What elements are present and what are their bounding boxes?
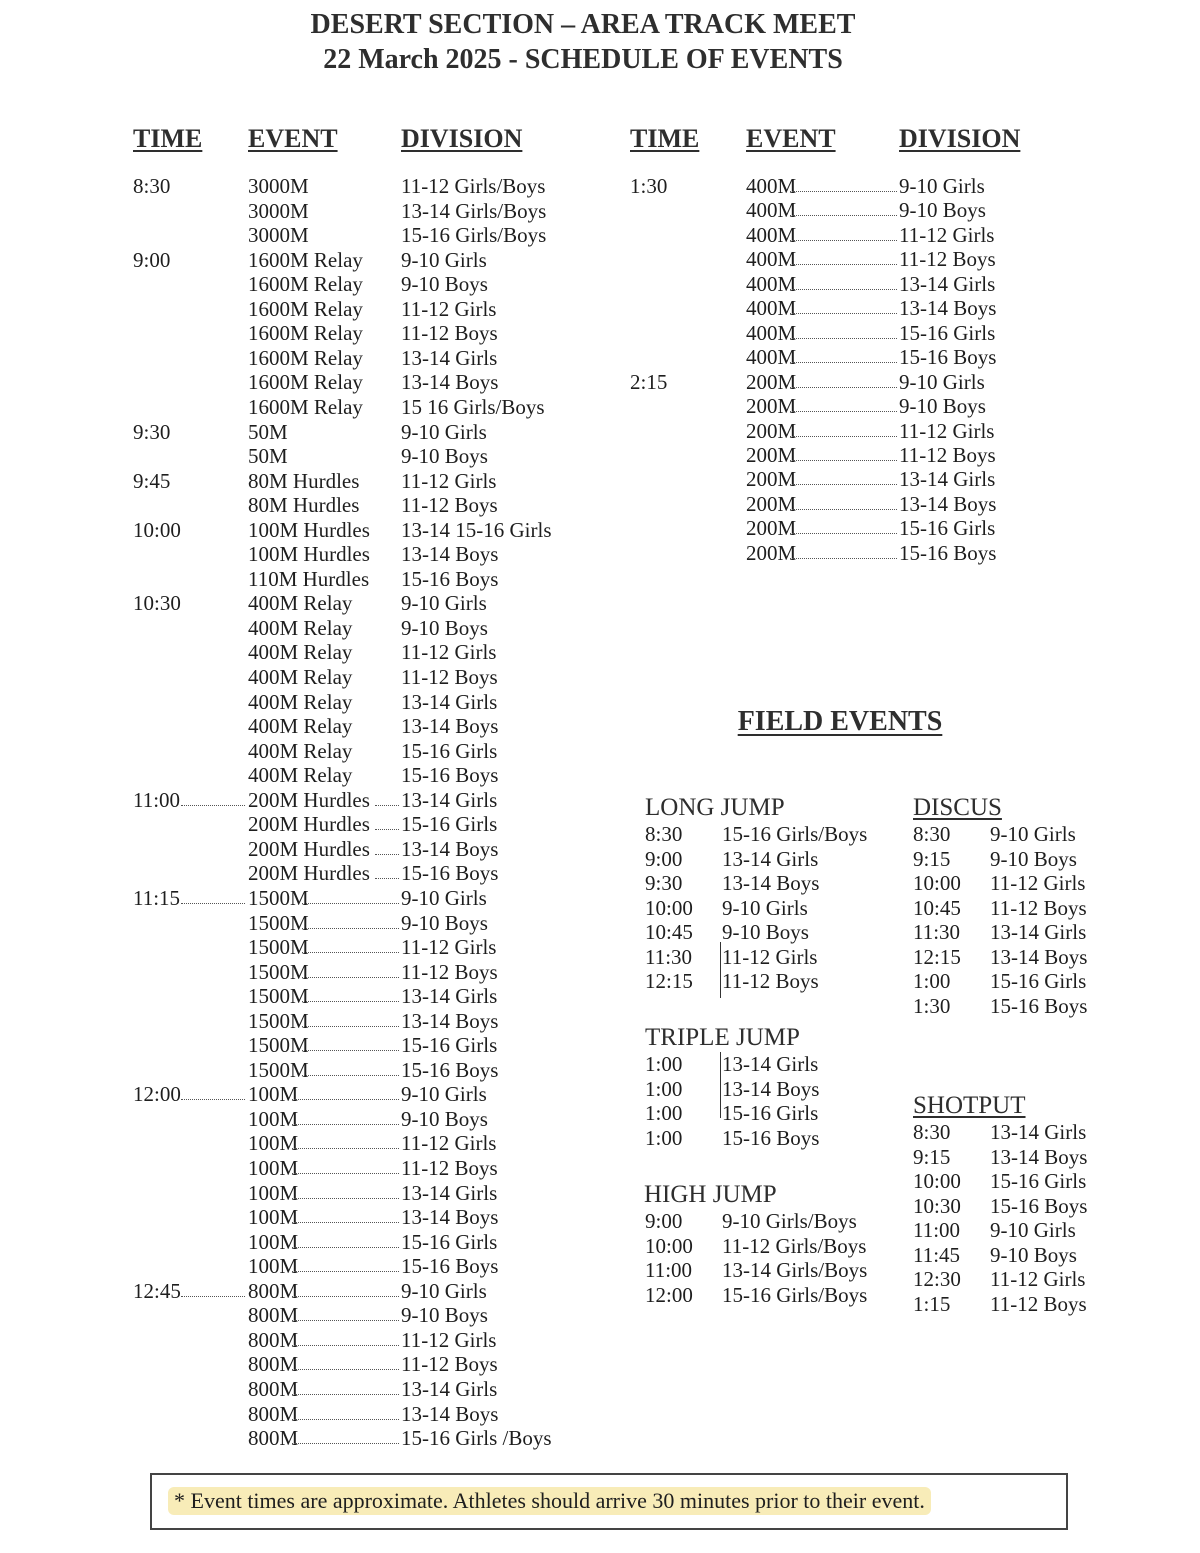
- event-name: 1600M Relay: [248, 272, 363, 297]
- schedule-row: [0, 394, 1200, 418]
- schedule-row: [0, 516, 1200, 540]
- event-division: 13-14 Girls: [899, 271, 996, 296]
- event-division: 15-16 Girls: [401, 812, 498, 837]
- event-division: 9-10 Girls: [401, 591, 487, 616]
- event-name: 400M: [746, 174, 797, 198]
- field-time: 11:30: [913, 920, 961, 944]
- field-time: 8:30: [913, 1120, 951, 1144]
- field-row: [0, 969, 1200, 993]
- field-division: 9-10 Girls/Boys: [722, 1209, 857, 1233]
- field-time: 10:00: [913, 1169, 961, 1193]
- field-row: [0, 1120, 1200, 1144]
- event-name: 200M: [746, 491, 797, 516]
- schedule-row: [0, 174, 1200, 198]
- dotted-leader: [181, 805, 245, 806]
- event-name: 800M: [248, 1401, 299, 1426]
- schedule-row: [0, 1377, 1200, 1401]
- event-name: 800M: [248, 1327, 299, 1352]
- dotted-leader: [790, 509, 897, 510]
- field-time: 12:30: [913, 1267, 961, 1291]
- field-row: [0, 1169, 1200, 1193]
- approximate-times-note: * Event times are approximate. Athletes should arrive 30 minutes prior to their event.: [168, 1487, 931, 1515]
- dotted-leader: [292, 1345, 399, 1346]
- event-division: 13-14 15-16 Girls: [401, 517, 552, 542]
- event-name: 100M: [248, 1254, 299, 1279]
- field-row: [0, 822, 1200, 846]
- event-division: 13-14 Girls: [401, 689, 498, 714]
- field-time: 10:45: [913, 895, 961, 920]
- event-name: 100M Hurdles: [248, 542, 370, 567]
- event-division: 13-14 Boys: [899, 296, 997, 321]
- event-name: 3000M: [248, 198, 309, 223]
- field-time: 10:00: [913, 871, 961, 895]
- schedule-row: [0, 616, 1200, 640]
- field-row: [0, 871, 1200, 895]
- dotted-leader: [375, 805, 399, 806]
- field-division: 13-14 Boys: [990, 1144, 1088, 1169]
- event-division: 9-10 Girls: [401, 247, 487, 272]
- event-division: 11-12 Boys: [401, 959, 498, 984]
- event-division: 13-14 Boys: [401, 1008, 499, 1033]
- event-name: 200M: [746, 516, 797, 541]
- field-division: 11-12 Girls: [722, 944, 818, 969]
- field-division: 15-16 Girls: [990, 1169, 1087, 1193]
- schedule-row: [0, 223, 1200, 247]
- field-time: 10:45: [645, 920, 693, 944]
- schedule-row: [0, 591, 1200, 615]
- event-division: 15-16 Boys: [401, 1057, 499, 1082]
- dotted-leader: [790, 460, 897, 461]
- page-title-line2: 22 March 2025 - SCHEDULE OF EVENTS: [323, 44, 843, 75]
- event-division: 11-12 Girls: [401, 468, 497, 493]
- event-name: 400M Relay: [248, 591, 353, 616]
- event-division: 9-10 Girls: [899, 369, 985, 394]
- event-division: 9-10 Boys: [401, 272, 488, 297]
- field-division: 9-10 Girls: [722, 895, 808, 920]
- field-division: 9-10 Boys: [990, 846, 1077, 871]
- note-box: [150, 1473, 1068, 1530]
- event-name: 100M: [248, 1082, 299, 1107]
- event-division: 9-10 Girls: [899, 174, 985, 198]
- field-division: 15-16 Girls/Boys: [722, 1282, 868, 1307]
- event-division: 15-16 Boys: [401, 566, 499, 591]
- event-division: 11-12 Girls: [899, 222, 995, 247]
- event-name: 50M: [248, 444, 288, 469]
- event-division: 15-16 Boys: [401, 1254, 499, 1279]
- event-division: 15-16 Girls: [401, 1229, 498, 1254]
- event-name: 400M Relay: [248, 665, 353, 689]
- event-name: 200M: [746, 418, 797, 443]
- event-division: 11-12 Girls: [401, 640, 497, 665]
- dotted-leader: [292, 1369, 399, 1370]
- event-division: 11-12 Boys: [899, 442, 996, 467]
- event-time: 12:00: [133, 1082, 181, 1107]
- event-time: 11:00: [133, 787, 181, 812]
- time-header-right: TIME: [630, 124, 700, 153]
- event-division: 13-14 Girls: [401, 984, 498, 1009]
- field-division: 11-12 Boys: [990, 895, 1087, 920]
- dotted-leader: [292, 1419, 399, 1420]
- schedule-row: [0, 296, 1200, 320]
- field-division: 11-12 Boys: [990, 1291, 1087, 1316]
- field-events-title: FIELD EVENTS: [737, 706, 943, 737]
- field-division: 11-12 Girls: [990, 1267, 1086, 1291]
- field-division: 13-14 Girls: [990, 920, 1087, 944]
- event-name: 200M Hurdles: [248, 787, 370, 812]
- event-division: 9-10 Boys: [401, 1303, 488, 1328]
- field-row: [0, 1052, 1200, 1076]
- event-division: 15-16 Boys: [401, 763, 499, 788]
- field-division: 11-12 Girls: [990, 871, 1086, 895]
- field-time: 10:00: [645, 895, 693, 920]
- field-time: 9:15: [913, 846, 951, 871]
- event-name: 400M: [746, 271, 797, 296]
- field-division: 9-10 Boys: [990, 1242, 1077, 1267]
- event-division: 11-12 Boys: [401, 1352, 498, 1377]
- dotted-leader: [790, 558, 897, 559]
- schedule-row: [0, 567, 1200, 591]
- event-division: 13-14 Boys: [401, 370, 499, 395]
- event-division: 15 16 Girls/Boys: [401, 394, 545, 419]
- event-name: 3000M: [248, 223, 309, 248]
- divider-line: [720, 1052, 721, 1118]
- event-name: 100M: [248, 1205, 299, 1230]
- field-division: 15-16 Boys: [722, 1125, 820, 1150]
- schedule-row: [0, 1426, 1200, 1450]
- event-header-right: EVENT: [746, 124, 836, 153]
- field-row: [0, 1145, 1200, 1169]
- event-division: 13-14 Boys: [401, 1205, 499, 1230]
- event-time: 12:45: [133, 1278, 181, 1303]
- field-time: 8:30: [913, 822, 951, 846]
- event-division: 13-14 Boys: [401, 714, 499, 739]
- field-time: 1:00: [913, 969, 951, 993]
- field-division: 9-10 Girls: [990, 1218, 1076, 1242]
- event-name: 800M: [248, 1352, 299, 1377]
- event-name: 200M Hurdles: [248, 812, 370, 837]
- field-time: 8:30: [645, 822, 683, 846]
- event-name: 1600M Relay: [248, 321, 363, 346]
- field-time: 9:30: [645, 871, 683, 895]
- event-name: 50M: [248, 419, 288, 444]
- event-name: 200M Hurdles: [248, 861, 370, 886]
- field-time: 9:15: [913, 1144, 951, 1169]
- event-division: 11-12 Girls/Boys: [401, 174, 546, 198]
- dotted-leader: [790, 411, 897, 412]
- dotted-leader: [790, 533, 897, 534]
- event-name: 1500M: [248, 1008, 309, 1033]
- field-time: 1:15: [913, 1291, 951, 1316]
- event-division: 11-12 Boys: [899, 247, 996, 272]
- event-name: 100M: [248, 1131, 299, 1156]
- shotput-heading: SHOTPUT: [913, 1092, 1026, 1119]
- dotted-leader: [790, 387, 897, 388]
- event-division: 13-14 Boys: [401, 1401, 499, 1426]
- event-division: 15-16 Girls/Boys: [401, 223, 547, 248]
- field-time: 10:30: [913, 1193, 961, 1218]
- event-time: 9:30: [133, 419, 171, 444]
- field-row: [0, 1267, 1200, 1291]
- event-division: 15-16 Girls: [899, 320, 996, 345]
- event-name: 100M Hurdles: [248, 517, 370, 542]
- event-name: 200M: [746, 442, 797, 467]
- field-time: 1:00: [645, 1125, 683, 1150]
- event-name: 400M: [746, 345, 797, 370]
- event-time: 1:30: [630, 174, 668, 198]
- event-time: 9:00: [133, 247, 171, 272]
- event-name: 100M: [248, 1156, 299, 1180]
- schedule-row: [0, 321, 1200, 345]
- event-name: 400M: [746, 222, 797, 247]
- event-name: 1500M: [248, 935, 309, 960]
- field-time: 12:00: [645, 1282, 693, 1307]
- event-name: 1600M Relay: [248, 394, 363, 419]
- schedule-row: [0, 247, 1200, 271]
- event-name: 1500M: [248, 984, 309, 1009]
- field-time: 10:00: [645, 1233, 693, 1258]
- event-division: 15-16 Girls: [401, 738, 498, 763]
- field-division: 9-10 Boys: [722, 920, 809, 944]
- event-division: 15-16 Boys: [899, 345, 997, 370]
- event-division: 9-10 Girls: [401, 1278, 487, 1303]
- event-division: 13-14 Girls: [401, 345, 498, 370]
- field-time: 11:00: [645, 1258, 693, 1282]
- field-time: 1:00: [645, 1052, 683, 1076]
- dotted-leader: [790, 191, 897, 192]
- schedule-row: [0, 419, 1200, 443]
- event-header-left: EVENT: [248, 124, 338, 153]
- dotted-leader: [302, 1026, 399, 1027]
- field-time: 1:00: [645, 1101, 683, 1125]
- event-division: 13-14 Girls: [401, 1376, 498, 1401]
- field-division: 13-14 Girls: [722, 846, 819, 871]
- event-division: 9-10 Boys: [401, 615, 488, 640]
- field-time: 12:15: [645, 969, 693, 993]
- dotted-leader: [790, 313, 897, 314]
- field-time: 11:30: [645, 944, 693, 969]
- event-division: 13-14 Boys: [401, 542, 499, 567]
- field-time: 11:45: [913, 1242, 961, 1267]
- event-name: 1600M Relay: [248, 296, 363, 321]
- dotted-leader: [790, 362, 897, 363]
- schedule-row: [0, 492, 1200, 516]
- event-name: 800M: [248, 1426, 299, 1451]
- event-name: 80M Hurdles: [248, 493, 360, 518]
- schedule-row: [0, 198, 1200, 222]
- event-division: 9-10 Girls: [401, 1082, 487, 1107]
- divider-line: [720, 942, 721, 998]
- field-division: 15-16 Girls: [722, 1101, 819, 1125]
- event-division: 9-10 Boys: [401, 910, 488, 935]
- event-name: 1500M: [248, 885, 309, 910]
- dotted-leader: [790, 240, 897, 241]
- event-division: 15-16 Girls: [899, 516, 996, 541]
- event-name: 800M: [248, 1278, 299, 1303]
- field-time: 11:00: [913, 1218, 961, 1242]
- event-division: 9-10 Boys: [899, 198, 986, 223]
- event-name: 100M: [248, 1106, 299, 1131]
- event-name: 1600M Relay: [248, 370, 363, 395]
- dotted-leader: [292, 1394, 399, 1395]
- schedule-row: [0, 1328, 1200, 1352]
- event-division: 11-12 Girls: [401, 296, 497, 321]
- event-name: 400M Relay: [248, 763, 353, 788]
- event-name: 100M: [248, 1229, 299, 1254]
- event-name: 200M Hurdles: [248, 836, 370, 861]
- event-division: 9-10 Boys: [899, 394, 986, 419]
- field-time: 1:30: [913, 993, 951, 1018]
- field-division: 9-10 Girls: [990, 822, 1076, 846]
- event-name: 1600M Relay: [248, 247, 363, 272]
- event-division: 13-14 Girls: [401, 787, 498, 812]
- field-row: [0, 994, 1200, 1018]
- event-name: 100M: [248, 1180, 299, 1205]
- field-row: [0, 1194, 1200, 1218]
- event-division: 11-12 Boys: [401, 1156, 498, 1180]
- event-name: 1500M: [248, 1033, 309, 1058]
- event-name: 400M: [746, 198, 797, 223]
- event-division: 15-16 Boys: [899, 540, 997, 565]
- field-division: 11-12 Girls/Boys: [722, 1233, 867, 1258]
- schedule-row: [0, 739, 1200, 763]
- event-name: 200M: [746, 394, 797, 419]
- event-division: 15-16 Girls: [401, 1033, 498, 1058]
- event-name: 800M: [248, 1303, 299, 1328]
- schedule-row: [0, 788, 1200, 812]
- event-name: 1600M Relay: [248, 345, 363, 370]
- triple-jump-heading: TRIPLE JUMP: [645, 1024, 800, 1051]
- event-division: 11-12 Girls: [899, 418, 995, 443]
- schedule-row: [0, 541, 1200, 565]
- event-time: 10:30: [133, 591, 181, 616]
- event-division: 13-14 Boys: [401, 836, 499, 861]
- event-name: 1500M: [248, 1057, 309, 1082]
- field-row: [0, 847, 1200, 871]
- event-time: 2:15: [630, 369, 668, 394]
- schedule-row: [0, 665, 1200, 689]
- field-division: 13-14 Girls: [990, 1120, 1087, 1144]
- field-time: 9:00: [645, 846, 683, 871]
- dotted-leader: [790, 264, 897, 265]
- event-name: 400M: [746, 320, 797, 345]
- event-name: 400M Relay: [248, 615, 353, 640]
- event-division: 15-16 Boys: [401, 861, 499, 886]
- field-division: 13-14 Girls: [722, 1052, 819, 1076]
- dotted-leader: [292, 1443, 399, 1444]
- event-name: 80M Hurdles: [248, 468, 360, 493]
- event-name: 3000M: [248, 174, 309, 198]
- schedule-row: [0, 1352, 1200, 1376]
- dotted-leader: [790, 289, 897, 290]
- event-division: 11-12 Boys: [401, 665, 498, 689]
- event-division: 13-14 Girls: [401, 1180, 498, 1205]
- event-division: 11-12 Girls: [401, 935, 497, 960]
- field-division: 13-14 Girls/Boys: [722, 1258, 868, 1282]
- division-header-left: DIVISION: [401, 124, 523, 153]
- event-division: 13-14 Boys: [899, 491, 997, 516]
- schedule-row: [0, 370, 1200, 394]
- event-name: 1500M: [248, 910, 309, 935]
- high-jump-heading: HIGH JUMP: [644, 1181, 777, 1208]
- page-title-line1: DESERT SECTION – AREA TRACK MEET: [310, 9, 856, 40]
- event-name: 800M: [248, 1376, 299, 1401]
- schedule-row: [0, 467, 1200, 491]
- field-row: [0, 920, 1200, 944]
- event-division: 11-12 Boys: [401, 321, 498, 346]
- event-time: 8:30: [133, 174, 171, 198]
- dotted-leader: [790, 484, 897, 485]
- dotted-leader: [790, 436, 897, 437]
- field-time: 9:00: [645, 1209, 683, 1233]
- event-name: 400M Relay: [248, 640, 353, 665]
- dotted-leader: [790, 215, 897, 216]
- schedule-row: [0, 763, 1200, 787]
- event-name: 200M: [746, 369, 797, 394]
- event-division: 9-10 Girls: [401, 419, 487, 444]
- event-division: 11-12 Boys: [401, 493, 498, 518]
- field-row: [0, 945, 1200, 969]
- field-row: [0, 1218, 1200, 1242]
- schedule-row: [0, 443, 1200, 467]
- field-time: 1:00: [645, 1076, 683, 1101]
- event-name: 400M Relay: [248, 689, 353, 714]
- field-division: 11-12 Boys: [722, 969, 819, 993]
- field-time: 12:15: [913, 944, 961, 969]
- event-division: 9-10 Boys: [401, 444, 488, 469]
- field-row: [0, 1292, 1200, 1316]
- event-division: 15-16 Girls /Boys: [401, 1426, 552, 1451]
- dotted-leader: [292, 1320, 399, 1321]
- discus-heading: DISCUS: [913, 794, 1002, 821]
- event-time: 9:45: [133, 468, 171, 493]
- field-division: 15-16 Boys: [990, 1193, 1088, 1218]
- field-division: 13-14 Boys: [722, 871, 820, 895]
- field-division: 15-16 Girls: [990, 969, 1087, 993]
- event-division: 9-10 Boys: [401, 1106, 488, 1131]
- event-division: 11-12 Girls: [401, 1327, 497, 1352]
- schedule-row: [0, 1402, 1200, 1426]
- event-division: 11-12 Girls: [401, 1131, 497, 1156]
- event-division: 13-14 Girls: [899, 467, 996, 492]
- schedule-row: [0, 640, 1200, 664]
- division-header-right: DIVISION: [899, 124, 1021, 153]
- field-division: 15-16 Girls/Boys: [722, 822, 868, 846]
- field-row: [0, 896, 1200, 920]
- event-time: 10:00: [133, 517, 181, 542]
- event-name: 400M Relay: [248, 738, 353, 763]
- long-jump-heading: LONG JUMP: [645, 794, 785, 821]
- event-division: 13-14 Girls/Boys: [401, 198, 547, 223]
- event-division: 9-10 Girls: [401, 885, 487, 910]
- schedule-row: [0, 345, 1200, 369]
- event-name: 200M: [746, 467, 797, 492]
- event-name: 200M: [746, 540, 797, 565]
- field-division: 15-16 Boys: [990, 993, 1088, 1018]
- event-name: 400M: [746, 247, 797, 272]
- event-time: 11:15: [133, 885, 181, 910]
- field-division: 13-14 Boys: [722, 1076, 820, 1101]
- event-name: 400M Relay: [248, 714, 353, 739]
- event-name: 110M Hurdles: [248, 566, 370, 591]
- dotted-leader: [790, 338, 897, 339]
- field-division: 13-14 Boys: [990, 944, 1088, 969]
- event-name: 1500M: [248, 959, 309, 984]
- time-header-left: TIME: [133, 124, 203, 153]
- event-name: 400M: [746, 296, 797, 321]
- field-row: [0, 1243, 1200, 1267]
- schedule-row: [0, 272, 1200, 296]
